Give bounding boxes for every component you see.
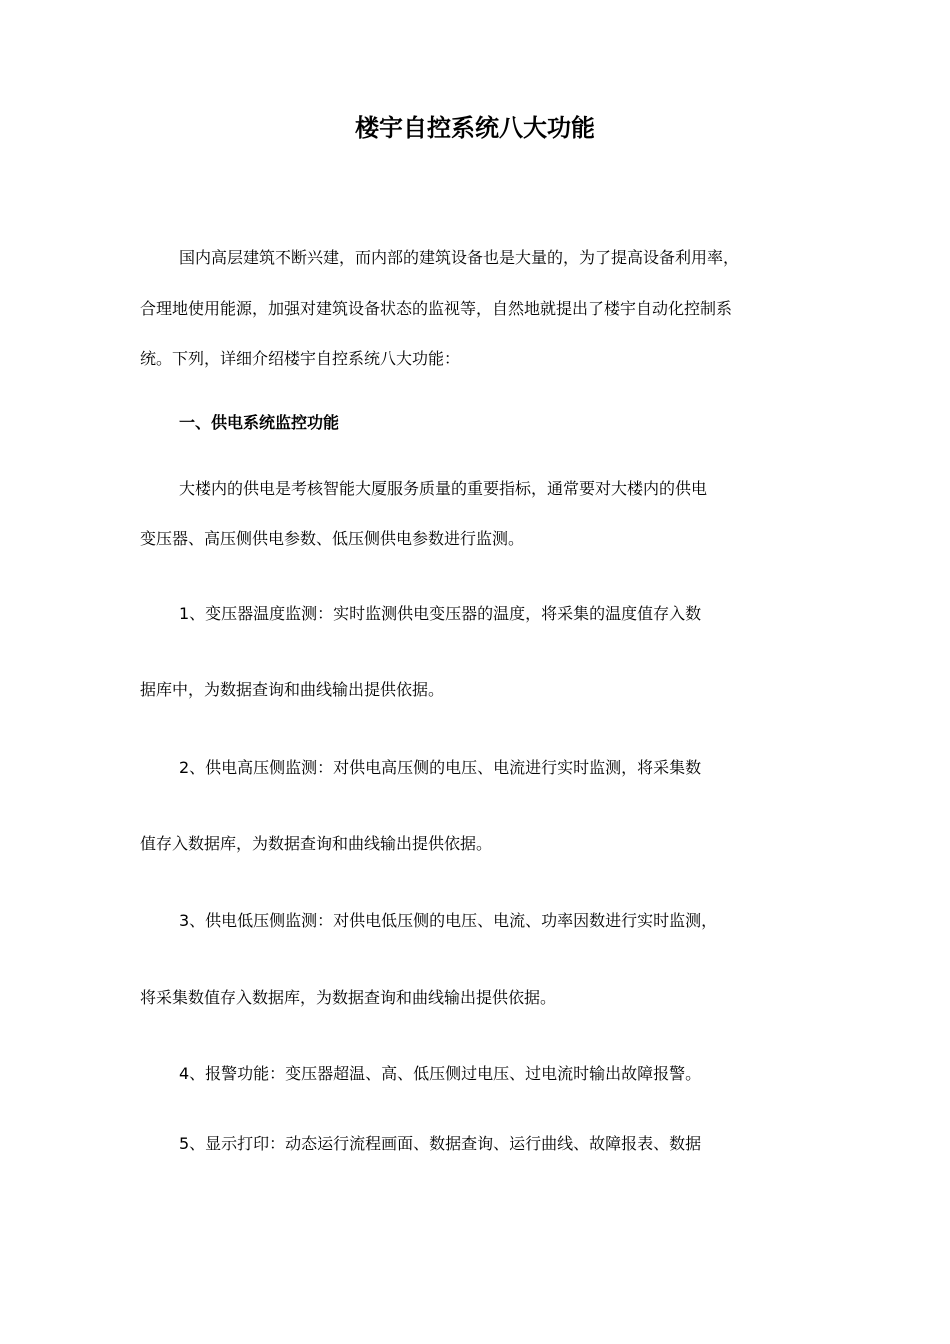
item-3-line-2: 将采集数值存入数据库，为数据查询和曲线输出提供依据。: [140, 988, 557, 1007]
item-2-line-2: 值存入数据库，为数据查询和曲线输出提供依据。: [140, 834, 493, 853]
section-para-line-2: 变压器、高压侧供电参数、低压侧供电参数进行监测。: [140, 529, 525, 548]
intro-line-1: 国内高层建筑不断兴建，而内部的建筑设备也是大量的，为了提高设备利用率，: [179, 248, 740, 267]
item-4-line-1: 4、报警功能：变压器超温、高、低压侧过电压、过电流时输出故障报警。: [179, 1064, 702, 1083]
intro-line-2: 合理地使用能源，加强对建筑设备状态的监视等，自然地就提出了楼宇自动化控制系: [140, 299, 733, 318]
item-1-line-2: 据库中，为数据查询和曲线输出提供依据。: [140, 680, 445, 699]
document-title: 楼宇自控系统八大功能: [355, 114, 595, 142]
intro-line-3: 统。下列，详细介绍楼宇自控系统八大功能：: [140, 349, 461, 368]
item-1-line-1: 1、变压器温度监测：实时监测供电变压器的温度，将采集的温度值存入数: [179, 604, 702, 623]
item-2-line-1: 2、供电高压侧监测：对供电高压侧的电压、电流进行实时监测，将采集数: [179, 758, 702, 777]
item-3-line-1: 3、供电低压侧监测：对供电低压侧的电压、电流、功率因数进行实时监测，: [179, 911, 718, 930]
section-para-line-1: 大楼内的供电是考核智能大厦服务质量的重要指标，通常要对大楼内的供电: [179, 479, 708, 498]
section-heading: 一、供电系统监控功能: [179, 413, 340, 432]
item-5-line-1: 5、显示打印：动态运行流程画面、数据查询、运行曲线、故障报表、数据: [179, 1134, 702, 1153]
